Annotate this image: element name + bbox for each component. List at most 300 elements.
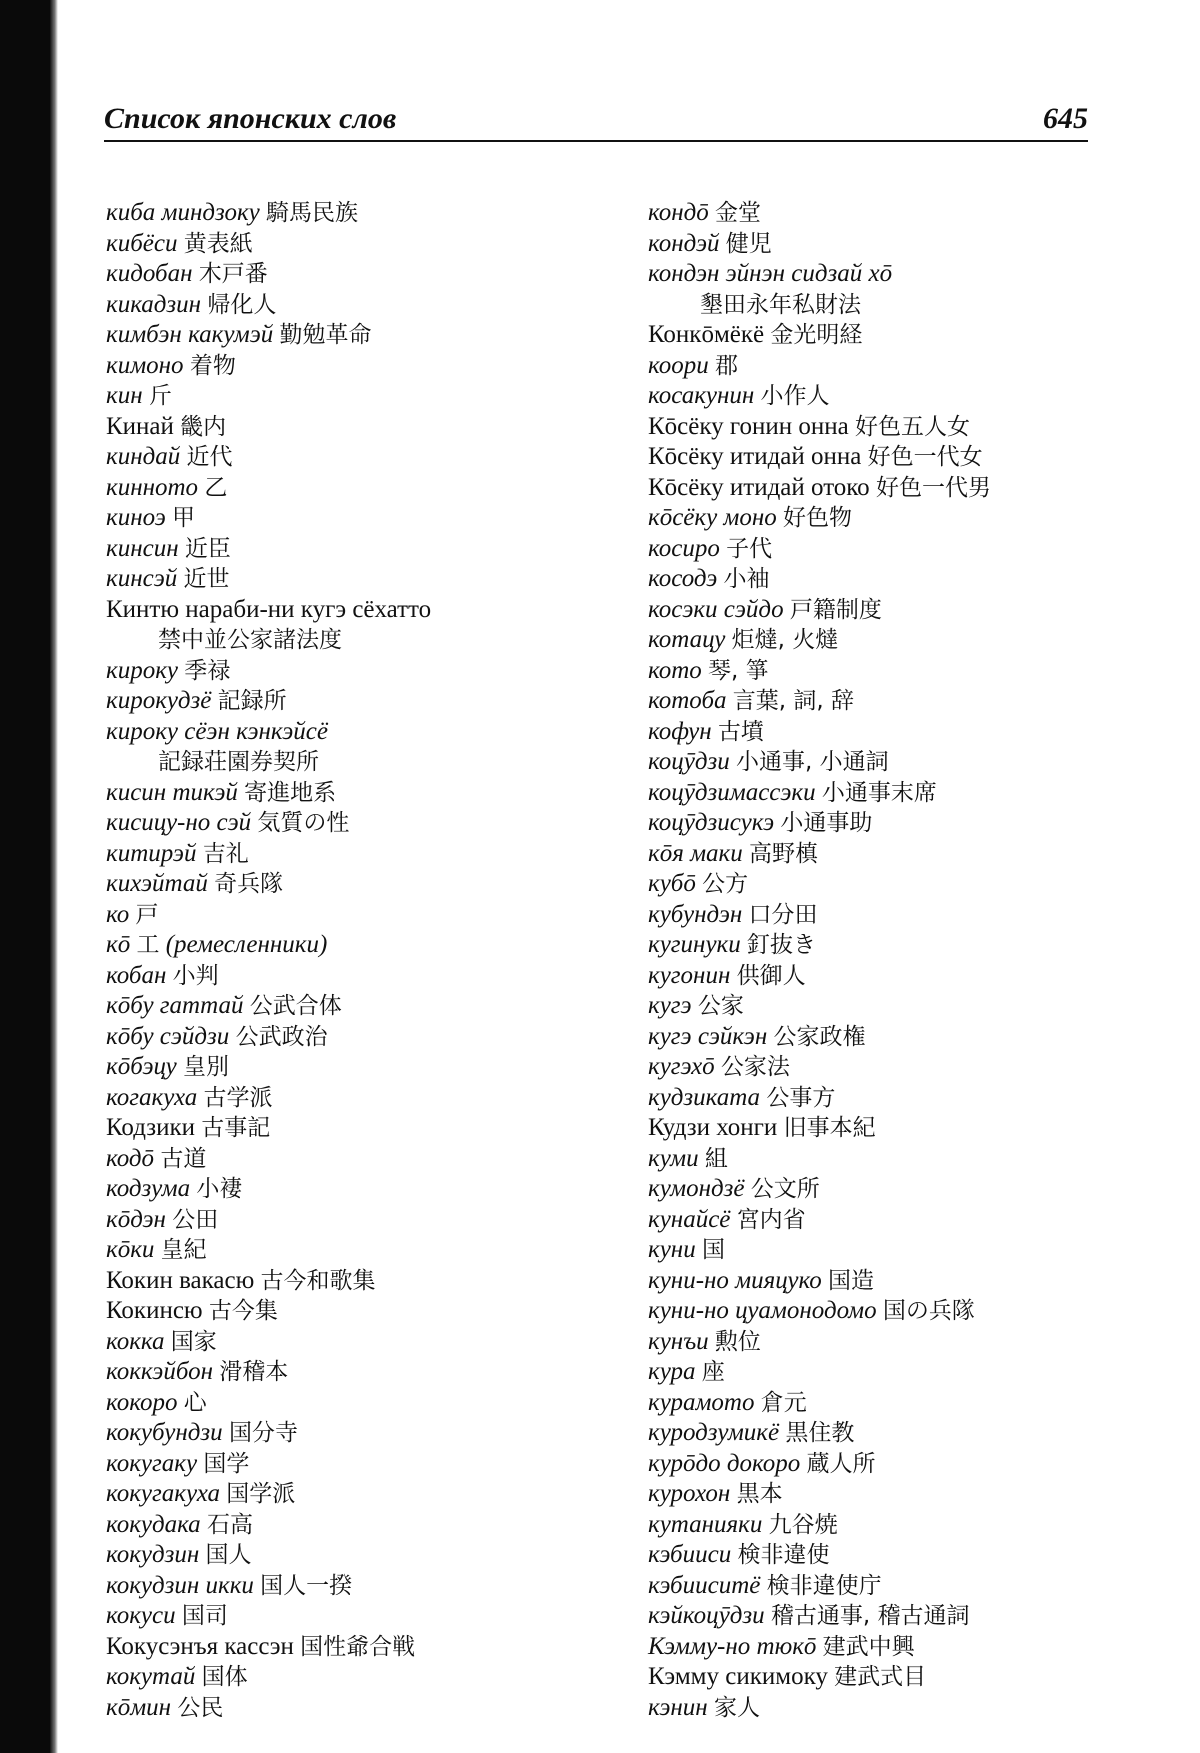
- entry-term: кугонин: [648, 961, 731, 989]
- glossary-entry: [648, 595, 1088, 626]
- entry-continuation: [648, 290, 1088, 321]
- entry-kanji: 気質の性: [257, 810, 350, 836]
- glossary-entry: [648, 473, 1088, 504]
- glossary-entry: [648, 1266, 1088, 1297]
- entry-term: кōбу сэйдзи: [106, 1022, 230, 1050]
- page-number: 645: [1043, 102, 1088, 135]
- entry-term: курōдо докоро: [648, 1449, 801, 1477]
- entry-continuation: [106, 747, 626, 778]
- entry-kanji: 古道: [160, 1145, 207, 1172]
- entry-kanji: 金光明経: [770, 322, 863, 348]
- glossary-entry: [648, 1022, 1088, 1053]
- entry-kanji: 郡: [715, 352, 738, 379]
- entry-term: кугинуки: [648, 931, 741, 958]
- entry-term: кисицу-но сэй: [106, 809, 252, 836]
- entry-term: кэнин: [648, 1693, 708, 1721]
- entry-kanji: 奇兵隊: [214, 871, 284, 897]
- glossary-entry: [648, 1174, 1088, 1205]
- entry-kanji: 供御人: [736, 962, 806, 989]
- glossary-entry: [648, 808, 1088, 839]
- entry-term: куни: [648, 1236, 696, 1263]
- glossary-entry: [648, 564, 1088, 595]
- glossary-entry: [106, 1174, 626, 1205]
- glossary-entry: [106, 1632, 626, 1663]
- glossary-entry: [106, 930, 626, 961]
- glossary-entry: [106, 1418, 626, 1449]
- glossary-entry: [106, 442, 626, 473]
- entry-kanji: 国家: [170, 1328, 217, 1355]
- entry-kanji: 記録荘園券契所: [158, 749, 319, 775]
- entry-term: Кōсёку итидай онна: [648, 443, 862, 470]
- right-column: [648, 198, 1088, 1723]
- entry-term: кэбииси: [648, 1541, 732, 1568]
- entry-kanji: 吉礼: [202, 840, 249, 867]
- glossary-entry: [106, 1479, 626, 1510]
- glossary-entry: [106, 381, 626, 412]
- glossary-entry: [648, 259, 1088, 290]
- entry-kanji: 着物: [189, 352, 236, 379]
- entry-kanji: 公家法: [720, 1054, 790, 1080]
- entry-term: куни-но цуамонодомо: [648, 1297, 877, 1324]
- entry-kanji: 騎馬民族: [266, 200, 358, 226]
- entry-term: коккэйбон: [106, 1358, 213, 1385]
- entry-kanji: 皇別: [182, 1054, 229, 1080]
- entry-term: курамото: [648, 1388, 755, 1416]
- entry-term: кумондзё: [648, 1175, 745, 1202]
- entry-kanji: 季禄: [184, 657, 231, 684]
- glossary-entry: [106, 229, 626, 260]
- glossary-entry: [648, 1205, 1088, 1236]
- glossary-entry: [648, 1571, 1088, 1602]
- glossary-entry: [106, 1052, 626, 1083]
- glossary-entry: [106, 1113, 626, 1144]
- glossary-entry: [106, 1571, 626, 1602]
- entry-kanji: 公武合体: [249, 993, 342, 1019]
- entry-term: кин: [106, 382, 143, 409]
- entry-term: кинното: [106, 473, 199, 501]
- glossary-entry: [648, 1113, 1088, 1144]
- entry-term: кудзиката: [648, 1083, 761, 1111]
- entry-kanji: 言葉, 詞, 辞: [732, 688, 855, 714]
- glossary-entry: [648, 1662, 1088, 1693]
- entry-kanji: 木戸番: [198, 261, 268, 287]
- entry-term: Кокинсю: [106, 1297, 203, 1324]
- entry-term: кōя маки: [648, 839, 743, 867]
- entry-kanji: 古今和歌集: [260, 1267, 376, 1294]
- entry-term: кōбу гаттай: [106, 992, 244, 1019]
- entry-term: кондэй: [648, 229, 720, 257]
- glossary-entry: [106, 473, 626, 504]
- entry-term: кō: [106, 931, 131, 958]
- entry-term: кодō: [106, 1144, 155, 1172]
- entry-kanji: 公文所: [750, 1176, 820, 1202]
- glossary-entry: [648, 869, 1088, 900]
- entry-term: Кōсёку итидай отоко: [648, 473, 870, 501]
- entry-kanji: 小判: [172, 962, 219, 989]
- entry-term: кокубундзи: [106, 1419, 223, 1446]
- entry-kanji: 近臣: [184, 535, 231, 562]
- entry-term: коори: [648, 351, 709, 379]
- entry-kanji: 帰化人: [207, 291, 277, 318]
- entry-kanji: 琴, 箏: [708, 657, 769, 684]
- entry-term: косодэ: [648, 565, 718, 592]
- entry-term: кокка: [106, 1327, 165, 1355]
- entry-kanji: 建武式目: [834, 1664, 927, 1690]
- glossary-entry: [106, 534, 626, 565]
- entry-kanji: 工: [136, 932, 160, 958]
- entry-kanji: 黒本: [736, 1481, 783, 1507]
- entry-kanji: 釘抜き: [747, 932, 816, 958]
- entry-kanji: 好色物: [783, 505, 853, 531]
- entry-term: кокудака: [106, 1510, 201, 1538]
- entry-term: Кокин вакасю: [106, 1266, 255, 1294]
- glossary-entry: [648, 1632, 1088, 1663]
- glossary-entry: [648, 1296, 1088, 1327]
- glossary-entry: [106, 991, 626, 1022]
- entry-kanji: 建武中興: [822, 1633, 915, 1660]
- glossary-entry: [648, 839, 1088, 870]
- entry-term: куродзумикё: [648, 1419, 780, 1446]
- entry-term: котацу: [648, 626, 726, 653]
- entry-kanji: 古学派: [203, 1084, 273, 1111]
- entry-kanji: 小通事末席: [821, 779, 937, 806]
- glossary-entry: [106, 1601, 626, 1632]
- entry-term: Конкōмёкё: [648, 321, 765, 348]
- entry-kanji: 座: [701, 1359, 725, 1385]
- glossary-entry: [106, 1693, 626, 1724]
- entry-kanji: 古今集: [208, 1298, 278, 1324]
- running-title: Список японских слов: [104, 102, 397, 135]
- glossary-entry: [106, 839, 626, 870]
- entry-term: кидобан: [106, 260, 193, 287]
- entry-term: коцӯдзи: [648, 748, 730, 775]
- left-column: [106, 198, 626, 1723]
- entry-kanji: 国学派: [226, 1481, 296, 1507]
- glossary-entry: [106, 1388, 626, 1419]
- entry-kanji: 宮内省: [736, 1206, 806, 1233]
- entry-term: кимоно: [106, 351, 184, 379]
- entry-term: курохон: [648, 1480, 731, 1507]
- entry-term: киба миндзоку: [106, 199, 260, 226]
- entry-continuation: [106, 625, 626, 656]
- entry-kanji: 公民: [177, 1694, 224, 1721]
- glossary-entry: [648, 534, 1088, 565]
- entry-kanji: 小作人: [760, 383, 830, 409]
- glossary-entry: [106, 1357, 626, 1388]
- entry-kanji: 墾田永年私財法: [700, 291, 861, 318]
- entry-term: куни-но мияцуко: [648, 1266, 822, 1294]
- entry-kanji: 国司: [181, 1603, 228, 1629]
- entry-kanji: 国造: [828, 1267, 875, 1294]
- entry-term: Кинай: [106, 412, 174, 440]
- entry-kanji: 国体: [201, 1664, 248, 1690]
- entry-kanji: 甲: [172, 505, 196, 531]
- entry-term: Кокусэнъя кассэн: [106, 1632, 294, 1660]
- entry-kanji: 国学: [203, 1450, 250, 1477]
- entry-term: кура: [648, 1358, 696, 1385]
- entry-kanji: 小褄: [196, 1176, 243, 1202]
- entry-term: кōмин: [106, 1693, 172, 1721]
- entry-term: кубō: [648, 870, 696, 897]
- entry-kanji: 畿内: [180, 413, 227, 440]
- entry-term: Кодзики: [106, 1114, 196, 1141]
- glossary-entry: [648, 961, 1088, 992]
- entry-kanji: 好色五人女: [855, 413, 971, 440]
- entry-kanji: 蔵人所: [806, 1450, 876, 1477]
- glossary-entry: [648, 686, 1088, 717]
- entry-term: кобан: [106, 961, 167, 989]
- glossary-entry: [106, 808, 626, 839]
- entry-term: кунайсё: [648, 1205, 731, 1233]
- entry-kanji: 禁中並公家諸法度: [158, 627, 342, 653]
- glossary-entry: [648, 503, 1088, 534]
- entry-term: кибёси: [106, 229, 178, 257]
- glossary-entry: [106, 1022, 626, 1053]
- entry-term: кугэхō: [648, 1053, 715, 1080]
- entry-term: кōки: [106, 1236, 155, 1263]
- entry-kanji: 心: [183, 1389, 207, 1416]
- entry-term: Кинтю нараби-ни кугэ сёхатто: [106, 595, 432, 623]
- entry-term: куми: [648, 1144, 699, 1172]
- entry-term: Кэмму сикимоку: [648, 1663, 828, 1690]
- entry-kanji: 子代: [726, 535, 773, 562]
- entry-term: кондō: [648, 199, 709, 226]
- entry-kanji: 健児: [725, 230, 772, 257]
- entry-term: кōсёку моно: [648, 504, 777, 531]
- glossary-entry: [106, 198, 626, 229]
- entry-kanji: 好色一代女: [867, 444, 983, 470]
- glossary-entry: [648, 1601, 1088, 1632]
- entry-kanji: 検非違使庁: [766, 1572, 882, 1599]
- entry-term: кэбииситё: [648, 1571, 761, 1599]
- entry-kanji: 公方: [702, 871, 749, 897]
- entry-term: кироку: [106, 656, 178, 684]
- entry-term: кироку сёэн кэнкэйсё: [106, 717, 328, 745]
- entry-note: (ремесленники): [165, 931, 328, 958]
- glossary-entry: [648, 1510, 1088, 1541]
- entry-kanji: 石高: [206, 1511, 253, 1538]
- entry-term: кугэ сэйкэн: [648, 1022, 768, 1050]
- entry-kanji: 国性爺合戦: [300, 1633, 416, 1660]
- glossary-entry: [106, 717, 626, 748]
- entry-kanji: 国人一揆: [260, 1572, 353, 1599]
- glossary-entry: [106, 869, 626, 900]
- entry-kanji: 炬燵, 火燵: [731, 627, 839, 653]
- entry-kanji: 検非違使: [737, 1542, 830, 1568]
- entry-kanji: 国分寺: [228, 1420, 298, 1446]
- entry-term: кихэйтай: [106, 870, 208, 897]
- glossary-entry: [106, 595, 626, 626]
- entry-kanji: 公武政治: [235, 1023, 328, 1050]
- entry-term: кофун: [648, 717, 712, 745]
- glossary-entry: [106, 961, 626, 992]
- entry-kanji: 公家政権: [773, 1023, 866, 1050]
- entry-kanji: 九谷焼: [768, 1511, 838, 1538]
- glossary-entry: [648, 1449, 1088, 1480]
- entry-term: когакуха: [106, 1083, 198, 1111]
- entry-kanji: 倉元: [760, 1389, 807, 1416]
- entry-kanji: 勤勉革命: [279, 322, 372, 348]
- entry-kanji: 皇紀: [160, 1237, 207, 1263]
- entry-kanji: 家人: [713, 1694, 760, 1721]
- entry-term: кокугаку: [106, 1449, 198, 1477]
- glossary-entry: [106, 320, 626, 351]
- glossary-entry: [106, 351, 626, 382]
- entry-kanji: 黒住教: [785, 1420, 855, 1446]
- glossary-entry: [106, 1144, 626, 1175]
- entry-term: ко: [106, 900, 130, 928]
- glossary-entry: [648, 717, 1088, 748]
- glossary-entry: [106, 503, 626, 534]
- entry-kanji: 公事方: [766, 1084, 836, 1111]
- glossary-entry: [106, 686, 626, 717]
- glossary-entry: [648, 229, 1088, 260]
- glossary-entry: [648, 900, 1088, 931]
- entry-term: кокудзин: [106, 1541, 200, 1568]
- glossary-entry: [106, 1205, 626, 1236]
- entry-kanji: 戸籍制度: [789, 596, 882, 623]
- entry-kanji: 斤: [148, 383, 172, 409]
- entry-kanji: 稽古通事, 稽古通詞: [770, 1603, 970, 1629]
- entry-term: коцӯдзисукэ: [648, 809, 775, 836]
- entry-kanji: 近代: [186, 444, 233, 470]
- glossary-entry: [648, 1083, 1088, 1114]
- entry-kanji: 寄進地系: [244, 779, 337, 806]
- entry-term: кугэ: [648, 992, 692, 1019]
- entry-term: Кэмму-но тюкō: [648, 1632, 817, 1660]
- entry-kanji: 口分田: [748, 901, 818, 928]
- glossary-entry: [648, 198, 1088, 229]
- entry-term: кутанияки: [648, 1510, 763, 1538]
- glossary-entry: [106, 564, 626, 595]
- glossary-entry: [106, 412, 626, 443]
- entry-term: кирокудзё: [106, 687, 212, 714]
- entry-term: кокугакуха: [106, 1480, 221, 1507]
- entry-kanji: 国: [701, 1237, 725, 1263]
- entry-kanji: 国の兵隊: [882, 1298, 975, 1324]
- glossary-entry: [648, 1388, 1088, 1419]
- entry-term: кинсэй: [106, 565, 178, 592]
- entry-term: кубундэн: [648, 900, 743, 928]
- book-spine-shadow: [0, 0, 54, 1753]
- entry-term: кимбэн какумэй: [106, 321, 274, 348]
- glossary-entry: [106, 1662, 626, 1693]
- glossary-entry: [648, 1357, 1088, 1388]
- entry-kanji: 国人: [205, 1542, 252, 1568]
- entry-term: китирэй: [106, 839, 197, 867]
- entry-term: кокудзин икки: [106, 1571, 254, 1599]
- entry-kanji: 古事記: [201, 1115, 271, 1141]
- glossary-entry: [106, 259, 626, 290]
- entry-term: кэйкоцӯдзи: [648, 1602, 765, 1629]
- glossary-entry: [106, 656, 626, 687]
- entry-term: кисин тикэй: [106, 778, 238, 806]
- entry-term: косиро: [648, 534, 720, 562]
- entry-kanji: 近世: [183, 566, 230, 592]
- entry-term: кикадзин: [106, 290, 202, 318]
- page-header: [104, 96, 1088, 142]
- entry-term: кокоро: [106, 1388, 178, 1416]
- entry-term: Кōсёку гонин онна: [648, 412, 849, 440]
- entry-term: косэки сэйдо: [648, 595, 784, 623]
- entry-kanji: 好色一代男: [875, 474, 991, 501]
- entry-kanji: 旧事本紀: [783, 1115, 876, 1141]
- entry-term: кондэн эйнэн сидзай хō: [648, 260, 893, 287]
- entry-kanji: 乙: [204, 474, 228, 501]
- glossary-entry: [648, 1418, 1088, 1449]
- glossary-entry: [106, 1327, 626, 1358]
- glossary-entry: [106, 1266, 626, 1297]
- entry-kanji: 黄表紙: [183, 230, 253, 257]
- glossary-entry: [106, 1449, 626, 1480]
- glossary-entry: [648, 1693, 1088, 1724]
- entry-kanji: 小通事助: [780, 810, 873, 836]
- entry-term: кодзума: [106, 1175, 191, 1202]
- entry-kanji: 記録所: [217, 688, 287, 714]
- entry-term: киндай: [106, 443, 181, 470]
- glossary-entry: [648, 1540, 1088, 1571]
- glossary-entry: [648, 442, 1088, 473]
- glossary-entry: [106, 1540, 626, 1571]
- glossary-entry: [648, 656, 1088, 687]
- glossary-entry: [648, 1235, 1088, 1266]
- entry-kanji: 公家: [697, 993, 744, 1019]
- entry-kanji: 小通事, 小通詞: [736, 749, 889, 775]
- entry-term: Кудзи хонги: [648, 1114, 778, 1141]
- glossary-entry: [648, 351, 1088, 382]
- entry-kanji: 古墳: [717, 718, 764, 745]
- entry-term: кōбэцу: [106, 1053, 177, 1080]
- entry-term: киноэ: [106, 504, 166, 531]
- glossary-entry: [106, 1296, 626, 1327]
- glossary-entry: [106, 290, 626, 321]
- entry-kanji: 勲位: [714, 1328, 761, 1355]
- glossary-entry: [648, 747, 1088, 778]
- entry-term: кōдэн: [106, 1205, 166, 1233]
- glossary-entry: [648, 1144, 1088, 1175]
- entry-term: кокутай: [106, 1663, 196, 1690]
- entry-term: кинсин: [106, 534, 179, 562]
- glossary-entry: [106, 1235, 626, 1266]
- glossary-entry: [648, 930, 1088, 961]
- entry-kanji: 公田: [172, 1206, 219, 1233]
- glossary-entry: [648, 381, 1088, 412]
- glossary-entry: [648, 1052, 1088, 1083]
- entry-term: коцӯдзимассэки: [648, 778, 816, 806]
- book-spine-edge: [50, 0, 58, 1753]
- glossary-entry: [106, 1083, 626, 1114]
- glossary-entry: [648, 320, 1088, 351]
- glossary-entry: [648, 412, 1088, 443]
- entry-term: кунъи: [648, 1327, 709, 1355]
- entry-kanji: 組: [704, 1145, 728, 1172]
- entry-kanji: 高野槙: [748, 840, 818, 867]
- glossary-entry: [648, 991, 1088, 1022]
- glossary-entry: [106, 1510, 626, 1541]
- glossary-entry: [648, 1327, 1088, 1358]
- entry-kanji: 金堂: [715, 200, 762, 226]
- glossary-entry: [648, 625, 1088, 656]
- entry-term: кото: [648, 656, 702, 684]
- entry-term: кокуси: [106, 1602, 176, 1629]
- glossary-entry: [648, 1479, 1088, 1510]
- entry-kanji: 戸: [135, 901, 159, 928]
- entry-kanji: 滑稽本: [219, 1359, 289, 1385]
- glossary-entry: [106, 778, 626, 809]
- entry-term: котоба: [648, 687, 727, 714]
- entry-term: косакунин: [648, 382, 755, 409]
- glossary-entry: [648, 778, 1088, 809]
